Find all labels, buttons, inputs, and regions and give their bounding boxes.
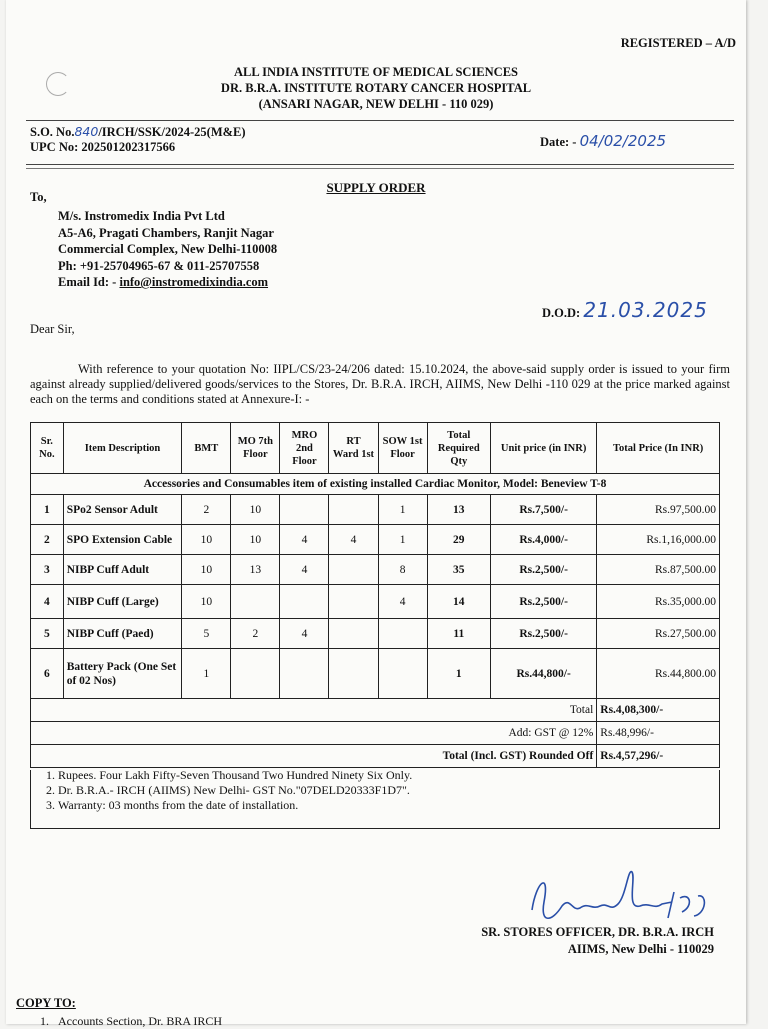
cell-bmt: 10 xyxy=(182,525,231,555)
col-mro: MRO 2nd Floor xyxy=(280,423,329,474)
order-date xyxy=(540,132,666,150)
cell-qty: 1 xyxy=(427,649,490,699)
category-label: Accessories and Consumables item of existing installed Cardiac Monitor, Model: Beneview T-8 xyxy=(31,474,720,495)
cell-total: Rs.1,16,000.00 xyxy=(597,525,720,555)
recipient-line1: A5-A6, Pragati Chambers, Ranjit Nagar xyxy=(58,225,274,240)
cell-mo xyxy=(231,649,280,699)
cell-desc: SPo2 Sensor Adult xyxy=(63,495,182,525)
total-value: Rs.4,08,300/- xyxy=(597,699,720,722)
cell-sr: 2 xyxy=(31,525,64,555)
cell-qty: 13 xyxy=(427,495,490,525)
date-value: 04/02/2025 xyxy=(579,132,667,150)
recipient-line2: Commercial Complex, New Delhi-110008 xyxy=(58,242,278,256)
cell-mro: 4 xyxy=(280,525,329,555)
cell-unit: Rs.7,500/- xyxy=(490,495,596,525)
gst-row xyxy=(31,722,720,745)
cell-bmt: 10 xyxy=(182,585,231,619)
col-sow: SOW 1st Floor xyxy=(378,423,427,474)
letterhead xyxy=(6,64,746,112)
copy-to-item-text: Accounts Section, Dr. BRA IRCH xyxy=(58,1014,222,1028)
signatory-address: AIIMS, New Delhi - 110029 xyxy=(567,942,714,956)
table-row xyxy=(31,555,720,585)
document-title: SUPPLY ORDER xyxy=(326,180,426,195)
cell-mro xyxy=(280,495,329,525)
cell-unit: Rs.2,500/- xyxy=(490,555,596,585)
cell-sow: 8 xyxy=(378,555,427,585)
cell-desc: NIBP Cuff Adult xyxy=(63,555,182,585)
cell-rt: 4 xyxy=(329,525,378,555)
dod-value: 21.03.2025 xyxy=(583,298,708,322)
cell-desc: SPO Extension Cable xyxy=(63,525,182,555)
cell-qty: 14 xyxy=(427,585,490,619)
cell-bmt: 2 xyxy=(182,495,231,525)
so-number: 840 xyxy=(74,124,99,139)
table-row xyxy=(31,619,720,649)
category-row xyxy=(31,474,720,495)
supply-order-document xyxy=(6,0,746,1028)
institute-name: ALL INDIA INSTITUTE OF MEDICAL SCIENCES xyxy=(234,65,518,79)
cell-mro: 4 xyxy=(280,555,329,585)
registered-label: REGISTERED – A/D xyxy=(620,36,736,50)
table-row xyxy=(31,585,720,619)
col-sr: Sr. No. xyxy=(31,423,64,474)
cell-total: Rs.27,500.00 xyxy=(597,619,720,649)
cell-rt xyxy=(329,619,378,649)
grand-total-value: Rs.4,57,296/- xyxy=(597,745,720,768)
hospital-address: (ANSARI NAGAR, NEW DELHI - 110 029) xyxy=(258,97,494,111)
note-item: 3. Warranty: 03 months from the date of installation. xyxy=(58,798,720,813)
cell-desc: Battery Pack (One Set of 02 Nos) xyxy=(63,649,182,699)
recipient-phone: Ph: +91-25704965-67 & 011-25707558 xyxy=(58,258,260,273)
divider xyxy=(26,164,734,165)
cell-mro xyxy=(280,585,329,619)
items-body xyxy=(31,474,720,699)
table-header-row xyxy=(31,423,720,474)
table-row xyxy=(31,525,720,555)
cell-total: Rs.35,000.00 xyxy=(597,585,720,619)
dod-label: D.O.D: xyxy=(542,306,581,320)
cell-total: Rs.44,800.00 xyxy=(597,649,720,699)
cell-unit: Rs.2,500/- xyxy=(490,619,596,649)
signatory-title: SR. STORES OFFICER, DR. B.R.A. IRCH xyxy=(481,925,714,939)
cell-qty: 11 xyxy=(427,619,490,649)
date-label: Date: - xyxy=(540,135,577,149)
items-table xyxy=(30,422,720,768)
grand-total-label: Total (Incl. GST) Rounded Off xyxy=(31,745,597,768)
cell-mo xyxy=(231,585,280,619)
cell-total: Rs.97,500.00 xyxy=(597,495,720,525)
cell-unit: Rs.4,000/- xyxy=(490,525,596,555)
table-row xyxy=(31,649,720,699)
totals-body xyxy=(31,699,720,768)
cell-rt xyxy=(329,555,378,585)
cell-mo: 10 xyxy=(231,525,280,555)
total-row xyxy=(31,699,720,722)
letter-body: With reference to your quotation No: IIPL/CS/23-24/206 dated: 15.10.2024, the above-said supply order is issued to your firm against already supplied/delivered goods/services to the Stores, Dr. B.R.A. IRCH, AIIMS, New Delhi -110 029 at the price marked against each on the terms and conditions stated at Annexure-I: - xyxy=(30,362,730,406)
email-label: Email Id: - xyxy=(58,275,117,289)
to-label: To, xyxy=(30,190,47,204)
handwritten-signature xyxy=(522,862,712,932)
table-row xyxy=(31,495,720,525)
cell-sr: 1 xyxy=(31,495,64,525)
cell-total: Rs.87,500.00 xyxy=(597,555,720,585)
notes xyxy=(30,768,720,813)
col-bmt: BMT xyxy=(182,423,231,474)
col-unit: Unit price (in INR) xyxy=(490,423,596,474)
cell-rt xyxy=(329,495,378,525)
col-total: Total Price (In INR) xyxy=(597,423,720,474)
cell-sr: 3 xyxy=(31,555,64,585)
cell-mo: 10 xyxy=(231,495,280,525)
cell-sow xyxy=(378,649,427,699)
so-label: S.O. No. xyxy=(30,125,75,139)
upc-number: UPC No: 202501202317566 xyxy=(30,140,176,154)
copy-to-label: COPY TO: xyxy=(16,996,76,1010)
col-qty: Total Required Qty xyxy=(427,423,490,474)
divider xyxy=(26,120,734,121)
cell-rt xyxy=(329,585,378,619)
note-item: 2. Dr. B.R.A.- IRCH (AIIMS) New Delhi- GST No."07DELD20333F1D7". xyxy=(58,783,720,798)
gst-value: Rs.48,996/- xyxy=(597,722,720,745)
cell-sr: 5 xyxy=(31,619,64,649)
cell-rt xyxy=(329,649,378,699)
cell-mro: 4 xyxy=(280,619,329,649)
note-item: 1. Rupees. Four Lakh Fifty-Seven Thousand Two Hundred Ninety Six Only. xyxy=(58,768,720,783)
cell-sow: 1 xyxy=(378,525,427,555)
recipient-address xyxy=(58,208,277,291)
cell-qty: 35 xyxy=(427,555,490,585)
delivery-date xyxy=(542,298,708,322)
col-desc: Item Description xyxy=(63,423,182,474)
so-suffix: /IRCH/SSK/2024-25(M&E) xyxy=(98,125,246,139)
cell-sow xyxy=(378,619,427,649)
cell-desc: NIBP Cuff (Paed) xyxy=(63,619,182,649)
cell-mo: 2 xyxy=(231,619,280,649)
divider xyxy=(26,168,734,169)
grand-total-row xyxy=(31,745,720,768)
total-label: Total xyxy=(31,699,597,722)
cell-desc: NIBP Cuff (Large) xyxy=(63,585,182,619)
cell-qty: 29 xyxy=(427,525,490,555)
cell-sow: 4 xyxy=(378,585,427,619)
cell-unit: Rs.2,500/- xyxy=(490,585,596,619)
cell-bmt: 1 xyxy=(182,649,231,699)
email-link[interactable]: info@instromedixindia.com xyxy=(119,275,269,289)
order-reference xyxy=(30,124,246,155)
cell-sr: 4 xyxy=(31,585,64,619)
cell-sow: 1 xyxy=(378,495,427,525)
cell-mro xyxy=(280,649,329,699)
cell-bmt: 5 xyxy=(182,619,231,649)
salutation: Dear Sir, xyxy=(30,322,75,336)
gst-label: Add: GST @ 12% xyxy=(31,722,597,745)
cell-unit: Rs.44,800/- xyxy=(490,649,596,699)
hospital-name: DR. B.R.A. INSTITUTE ROTARY CANCER HOSPITAL xyxy=(220,81,532,95)
cell-bmt: 10 xyxy=(182,555,231,585)
col-mo: MO 7th Floor xyxy=(231,423,280,474)
cell-mo: 13 xyxy=(231,555,280,585)
recipient-name: M/s. Instromedix India Pvt Ltd xyxy=(58,209,225,223)
copy-to-item: 1. Accounts Section, Dr. BRA IRCH xyxy=(40,1014,222,1028)
signatory xyxy=(448,924,714,958)
col-rt: RT Ward 1st xyxy=(329,423,378,474)
cell-sr: 6 xyxy=(31,649,64,699)
